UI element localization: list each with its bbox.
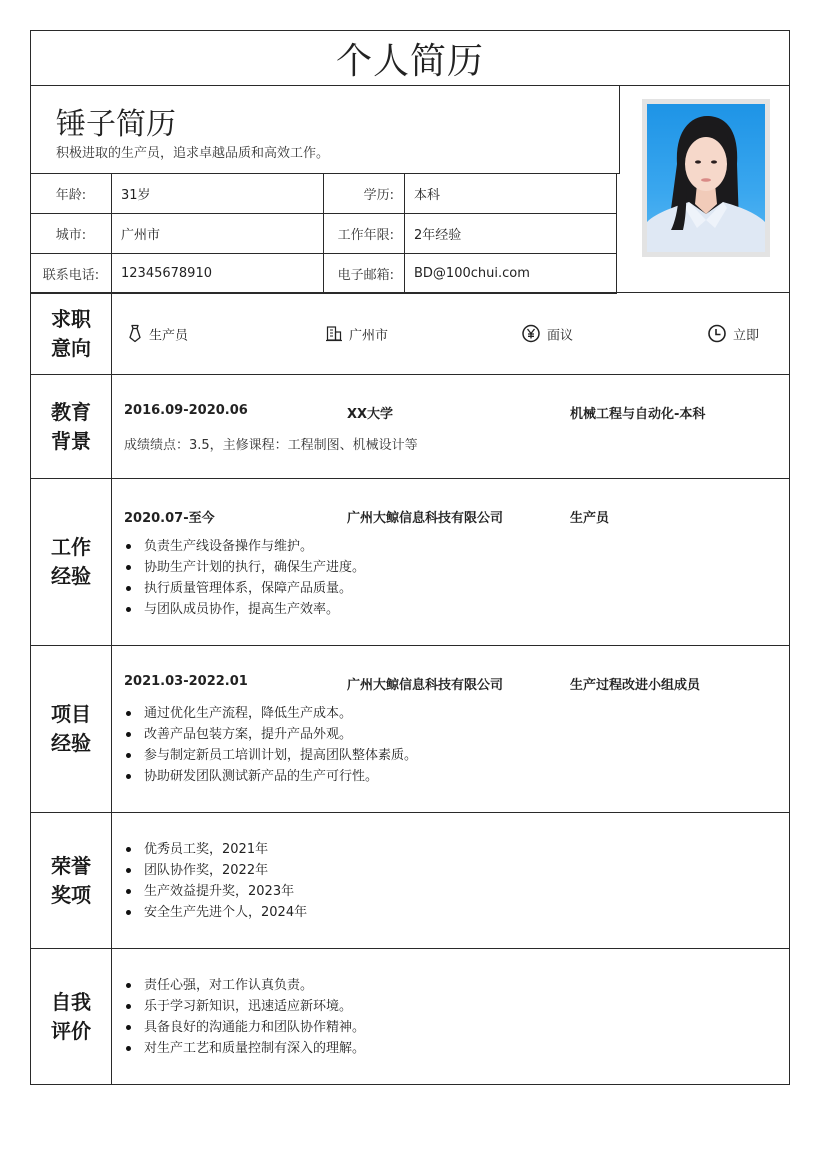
education-major: 机械工程与自动化-本科 [570, 407, 706, 422]
yen-icon [522, 325, 540, 343]
project-bullets [124, 703, 417, 787]
candidate-name: 锤子简历 [56, 107, 176, 142]
intent-text: 立即 [733, 328, 760, 343]
label-line: 教育 [51, 399, 91, 424]
section-body [124, 479, 777, 645]
section-education [30, 375, 790, 479]
list-item: 与团队成员协作，提高生产效率。 [124, 599, 365, 620]
tie-icon [128, 325, 142, 343]
label-line: 背景 [51, 428, 91, 453]
section-label [31, 813, 112, 948]
label-line: 自我 [51, 989, 91, 1014]
section-honors [30, 813, 790, 949]
label-line: 经验 [51, 731, 91, 755]
intent-position [128, 324, 188, 343]
info-label: 电子邮箱: [324, 254, 405, 294]
info-value-email[interactable]: BD@100chui.com [405, 254, 617, 294]
list-item: 对生产工艺和质量控制有深入的理解。 [124, 1038, 365, 1059]
resume-title: 个人简历 [30, 30, 790, 86]
section-body [124, 646, 777, 812]
section-body [124, 293, 777, 374]
education-school: XX大学 [347, 407, 394, 422]
list-item: 执行质量管理体系，保障产品质量。 [124, 578, 365, 599]
intent-availability [708, 324, 759, 343]
info-value-degree: 本科 [405, 174, 617, 214]
project-role: 生产过程改进小组成员 [570, 678, 701, 693]
self-bullets [124, 975, 365, 1059]
section-work-experience [30, 479, 790, 646]
info-row [31, 214, 617, 254]
label-line: 工作 [51, 535, 91, 559]
list-item: 通过优化生产流程，降低生产成本。 [124, 703, 417, 724]
profile-photo [647, 104, 765, 252]
info-value-age: 31岁 [112, 174, 324, 214]
section-job-intent [30, 292, 790, 375]
label-line: 项目 [51, 702, 91, 726]
info-value-phone: 12345678910 [112, 254, 324, 294]
info-label: 工作年限: [324, 214, 405, 254]
intent-city [326, 324, 388, 343]
label-line: 荣誉 [51, 853, 91, 878]
list-item: 乐于学习新知识，迅速适应新环境。 [124, 996, 365, 1017]
list-item: 责任心强，对工作认真负责。 [124, 975, 365, 996]
info-row [31, 254, 617, 294]
label-line: 求职 [51, 306, 91, 331]
info-label: 联系电话: [31, 254, 112, 294]
work-role: 生产员 [570, 511, 610, 526]
basic-info-table [30, 173, 617, 294]
photo-frame [642, 99, 770, 257]
work-company: 广州大鲸信息科技有限公司 [347, 511, 504, 526]
info-row [31, 174, 617, 214]
section-self-evaluation [30, 949, 790, 1085]
education-detail: 成绩绩点：3.5，主修课程：工程制图、机械设计等 [124, 438, 418, 453]
honors-bullets [124, 839, 307, 923]
label-line: 经验 [51, 564, 91, 588]
list-item: 生产效益提升奖，2023年 [124, 881, 307, 902]
list-item: 具备良好的沟通能力和团队协作精神。 [124, 1017, 365, 1038]
intent-salary [522, 324, 573, 343]
portrait-icon [647, 104, 765, 252]
list-item: 改善产品包装方案，提升产品外观。 [124, 724, 417, 745]
work-bullets [124, 536, 365, 620]
section-label [31, 949, 112, 1084]
info-value-experience: 2年经验 [405, 214, 617, 254]
project-company: 广州大鲸信息科技有限公司 [347, 678, 504, 693]
section-project-experience [30, 646, 790, 813]
label-line: 意向 [51, 335, 91, 360]
education-period: 2016.09-2020.06 [124, 403, 248, 418]
project-period: 2021.03-2022.01 [124, 674, 248, 689]
info-label: 学历: [324, 174, 405, 214]
list-item: 团队协作奖，2022年 [124, 860, 307, 881]
intent-text: 广州市 [349, 328, 389, 343]
list-item: 参与制定新员工培训计划，提高团队整体素质。 [124, 745, 417, 766]
section-body [124, 949, 777, 1084]
intent-text: 面议 [547, 328, 574, 343]
label-line: 奖项 [51, 882, 91, 907]
list-item: 优秀员工奖，2021年 [124, 839, 307, 860]
list-item: 负责生产线设备操作与维护。 [124, 536, 365, 557]
section-label [31, 375, 112, 478]
candidate-slogan: 积极进取的生产员，追求卓越品质和高效工作。 [56, 146, 330, 161]
section-label [31, 293, 112, 374]
section-body [124, 375, 777, 478]
list-item: 安全生产先进个人，2024年 [124, 902, 307, 923]
building-icon [326, 326, 342, 342]
info-value-city: 广州市 [112, 214, 324, 254]
section-label [31, 646, 112, 812]
label-line: 评价 [51, 1018, 91, 1043]
list-item: 协助生产计划的执行，确保生产进度。 [124, 557, 365, 578]
section-body [124, 813, 777, 948]
photo-cell [619, 85, 790, 293]
section-label [31, 479, 112, 645]
intent-text: 生产员 [149, 328, 189, 343]
work-period: 2020.07-至今 [124, 511, 215, 526]
clock-icon [708, 325, 726, 343]
list-item: 协助研发团队测试新产品的生产可行性。 [124, 766, 417, 787]
info-label: 年龄: [31, 174, 112, 214]
info-label: 城市: [31, 214, 112, 254]
header-box [30, 85, 620, 174]
